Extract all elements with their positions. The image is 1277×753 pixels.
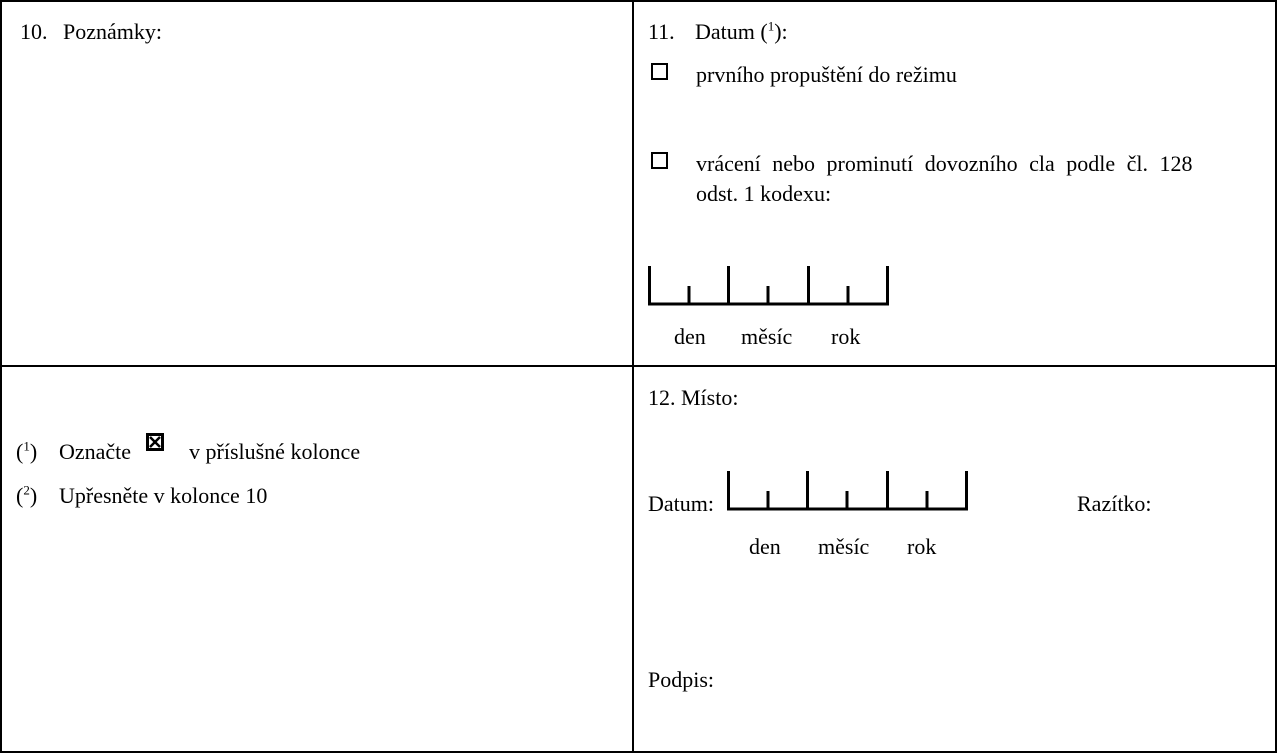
cell11-label: Datum ($^1$): (695, 18, 788, 44)
cell12-date-month-label: měsíc (818, 534, 870, 559)
footnote-1-text-a: Označte (59, 439, 132, 464)
checkbox-repayment[interactable] (651, 152, 668, 169)
cell11-date-day-label: den (674, 324, 706, 349)
table-border-top (0, 0, 1277, 2)
cell10-label: Poznámky: (63, 19, 162, 44)
cell11-date-year-label: rok (831, 324, 861, 349)
cell12-stamp-label: Razítko: (1077, 491, 1152, 516)
footnote-1-mark: ($^1$) (16, 438, 38, 464)
option-first-release-label: prvního propuštění do režimu (696, 62, 957, 87)
date-comb-cell11[interactable] (648, 264, 892, 308)
cell11-number: 11. (648, 19, 675, 44)
cell12-signature-label: Podpis: (648, 667, 715, 692)
cell12-date-year-label: rok (907, 534, 937, 559)
cell12-place-label: 12. Místo: (648, 385, 739, 410)
option-repayment-label-line1: vrácení nebo prominutí dovozního cla podle čl. 128 (696, 151, 1193, 176)
crossed-box-icon (146, 433, 164, 451)
cell11-date-month-label: měsíc (741, 324, 793, 349)
cell12-date-label: Datum: (648, 491, 714, 516)
table-divider-horizontal (0, 365, 1277, 367)
footnote-2-text: Upřesněte v kolonce 10 (59, 483, 268, 508)
footnote-2-mark: ($^2$) (16, 482, 38, 508)
table-divider-vertical (632, 0, 634, 753)
cell12-date-day-label: den (749, 534, 781, 559)
date-comb-cell12[interactable] (727, 469, 971, 513)
option-repayment-label-line2: odst. 1 kodexu: (696, 181, 832, 206)
footnote-ref-1: 1 (767, 18, 775, 34)
cell10-number: 10. (20, 19, 48, 44)
checkbox-first-release[interactable] (651, 63, 668, 80)
table-border-left (0, 0, 2, 753)
footnote-1-text-b: v příslušné kolonce (189, 439, 361, 464)
